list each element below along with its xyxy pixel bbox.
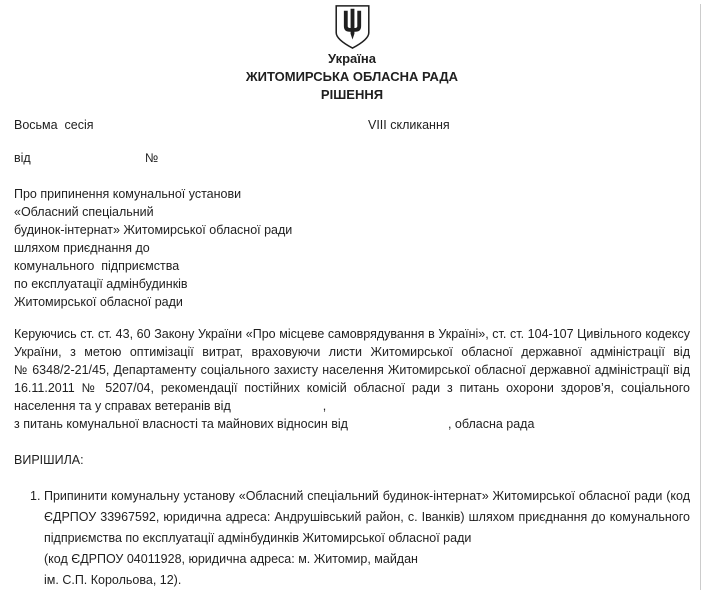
preamble-paragraph (14, 325, 690, 433)
preamble-line-with-blank (14, 415, 690, 433)
subject-line: Житомирської обласної ради (14, 295, 183, 309)
subject-line: по експлуатації адмінбудинків (14, 277, 188, 291)
preamble-line: № 6348/2-21/45, Департаменту соціального захисту населення Житомирської обласної державної адміністрації від (14, 363, 690, 377)
item-line: підприємства по експлуатації адмінбудинків Житомирської обласної ради (44, 531, 472, 545)
page-right-border (700, 4, 701, 590)
item-line: Припинити комунальну установу «Обласний спеціальний будинок-інтернат» Житомирської обласної ради (код (44, 489, 690, 503)
preamble-text: з питань комунальної власності та майнових відносин від (14, 417, 348, 431)
subject-block (14, 185, 690, 311)
council-name: ЖИТОМИРСЬКА ОБЛАСНА РАДА (245, 69, 459, 84)
subject-line: комунального підприємства (14, 259, 180, 273)
subject-line: Про припинення комунальної установи (14, 187, 242, 201)
item-line: ім. С.П. Корольова, 12). (44, 573, 182, 587)
item-number: 1. (30, 489, 41, 503)
subject-line: шляхом приєднання до (14, 241, 150, 255)
document-number-label: № (145, 151, 159, 165)
convocation-label: VIII скликання (368, 118, 450, 132)
item-line: (код ЄДРПОУ 04011928, юридична адреса: м. Житомир, майдан (44, 552, 418, 566)
country-name: Україна (327, 51, 376, 66)
date-number-row (14, 150, 690, 166)
item-line: ЄДРПОУ 33967592, юридична адреса: Андрушівський район, с. Іванків) шляхом приєднання до комунального (44, 510, 690, 524)
preamble-text: населення та у справах ветеранів від (14, 399, 231, 413)
ukraine-coat-of-arms-icon (332, 4, 373, 50)
preamble-line: 16.11.2011 № 5207/04, рекомендації постійних комісій обласної ради з питань охорони здоров’я, соціального (14, 381, 690, 395)
session-name: Восьма сесія (14, 118, 94, 132)
subject-line: «Обласний спеціальний (14, 205, 154, 219)
preamble-line: Керуючись ст. ст. 43, 60 Закону України «Про місцеве самоврядування в Україні», ст. ст. 104-107 Цивільного кодексу (14, 327, 690, 341)
preamble-line-with-blank (14, 397, 690, 415)
preamble-line: України, з метою оптимізації витрат, враховуючи листи Житомирської обласної державної адміністрації від (14, 345, 690, 359)
resolution-heading: ВИРІШИЛА: (14, 453, 84, 467)
document-page (0, 4, 704, 590)
preamble-text: , обласна рада (447, 417, 535, 431)
document-type-title: РІШЕННЯ (320, 87, 384, 102)
session-row (14, 117, 690, 133)
date-from-label: від (14, 151, 31, 165)
subject-line: будинок-інтернат» Житомирської обласної ради (14, 223, 293, 237)
resolution-item-1 (14, 486, 690, 591)
preamble-text: , (322, 399, 327, 413)
